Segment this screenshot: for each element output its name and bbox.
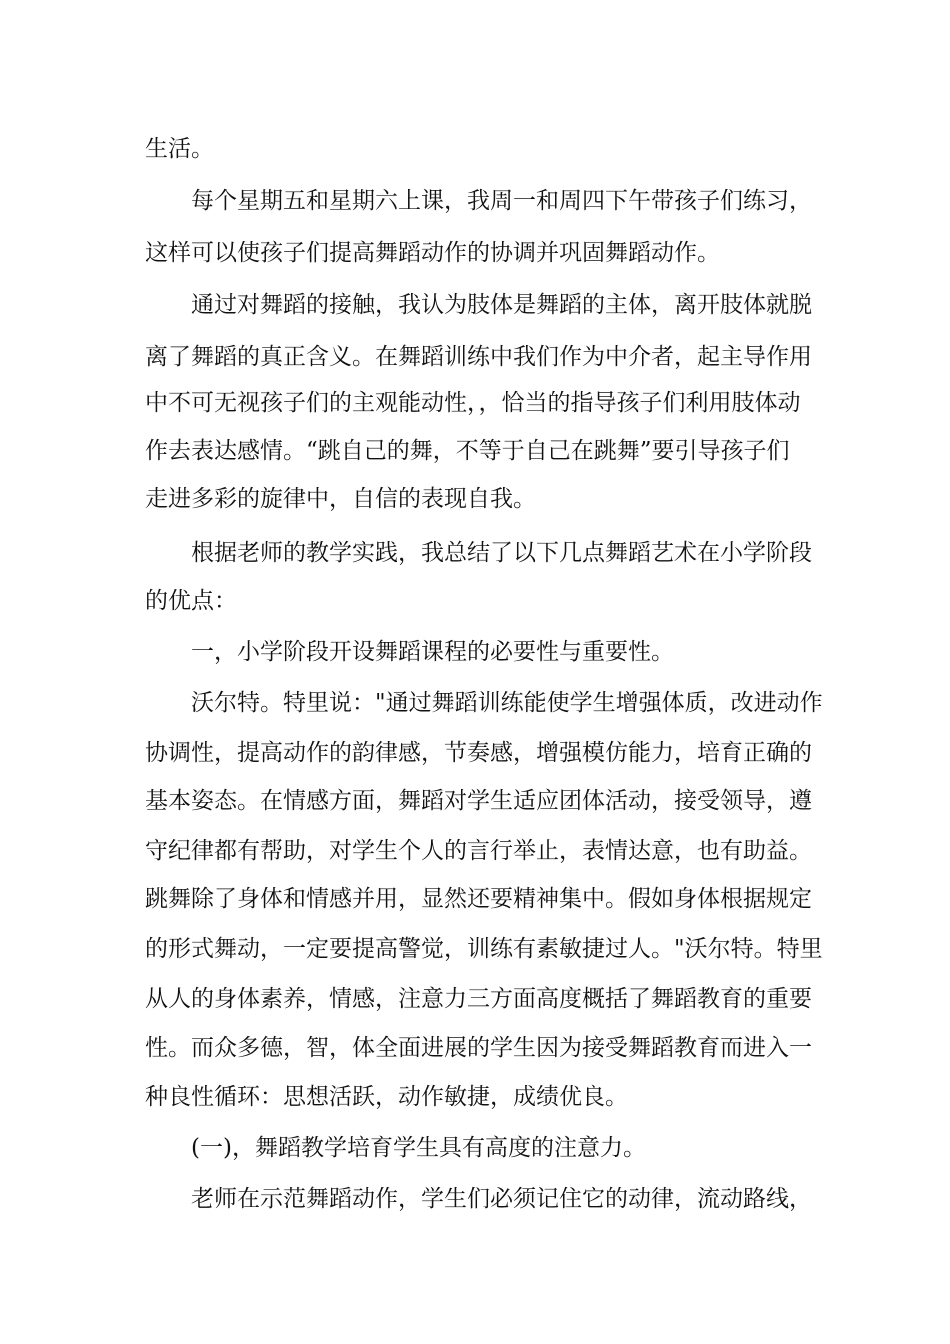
text-line: 从人的身体素养，情感，注意力三方面高度概括了舞蹈教育的重要 <box>145 986 812 1012</box>
text-line: 中不可无视孩子们的主观能动性，，恰当的指导孩子们利用肢体动 <box>145 390 801 416</box>
text-line: 离了舞蹈的真正含义。在舞蹈训练中我们作为中介者，起主导作用 <box>145 344 812 370</box>
text-line: (一)，舞蹈教学培育学生具有高度的注意力。 <box>191 1135 646 1161</box>
text-line: 走进多彩的旋律中，自信的表现自我。 <box>145 486 536 512</box>
text-line: 性。而众多德，智，体全面进展的学生因为接受舞蹈教育而进入一 <box>145 1035 812 1061</box>
text-line: 生活。 <box>145 136 214 162</box>
text-line: 种良性循环：思想活跃，动作敏捷，成绩优良。 <box>145 1084 628 1110</box>
text-line: 一，小学阶段开设舞蹈课程的必要性与重要性。 <box>191 639 674 665</box>
text-line: 沃尔特。特里说："通过舞蹈训练能使学生增强体质，改进动作 <box>191 690 823 716</box>
text-line: 老师在示范舞蹈动作，学生们必须记住它的动律，流动路线， <box>191 1186 812 1212</box>
text-line: 跳舞除了身体和情感并用，显然还要精神集中。假如身体根据规定 <box>145 886 812 912</box>
text-line: 的优点： <box>145 588 237 614</box>
text-line: 基本姿态。在情感方面，舞蹈对学生适应团体活动，接受领导，遵 <box>145 788 812 814</box>
text-line: 这样可以使孩子们提高舞蹈动作的协调并巩固舞蹈动作。 <box>145 240 720 266</box>
text-line: 根据老师的教学实践，我总结了以下几点舞蹈艺术在小学阶段 <box>191 540 812 566</box>
text-line: 的形式舞动，一定要提高警觉，训练有素敏捷过人。"沃尔特。特里 <box>145 936 823 962</box>
text-line: 协调性，提高动作的韵律感，节奏感，增强模仿能力，培育正确的 <box>145 740 812 766</box>
text-line: 通过对舞蹈的接触，我认为肢体是舞蹈的主体，离开肢体就脱 <box>191 292 812 318</box>
text-line: 守纪律都有帮助，对学生个人的言行举止，表情达意，也有助益。 <box>145 838 812 864</box>
text-line: 作去表达感情。“跳自己的舞，不等于自己在跳舞”要引导孩子们 <box>145 438 790 464</box>
text-line: 每个星期五和星期六上课，我周一和周四下午带孩子们练习， <box>191 188 812 214</box>
